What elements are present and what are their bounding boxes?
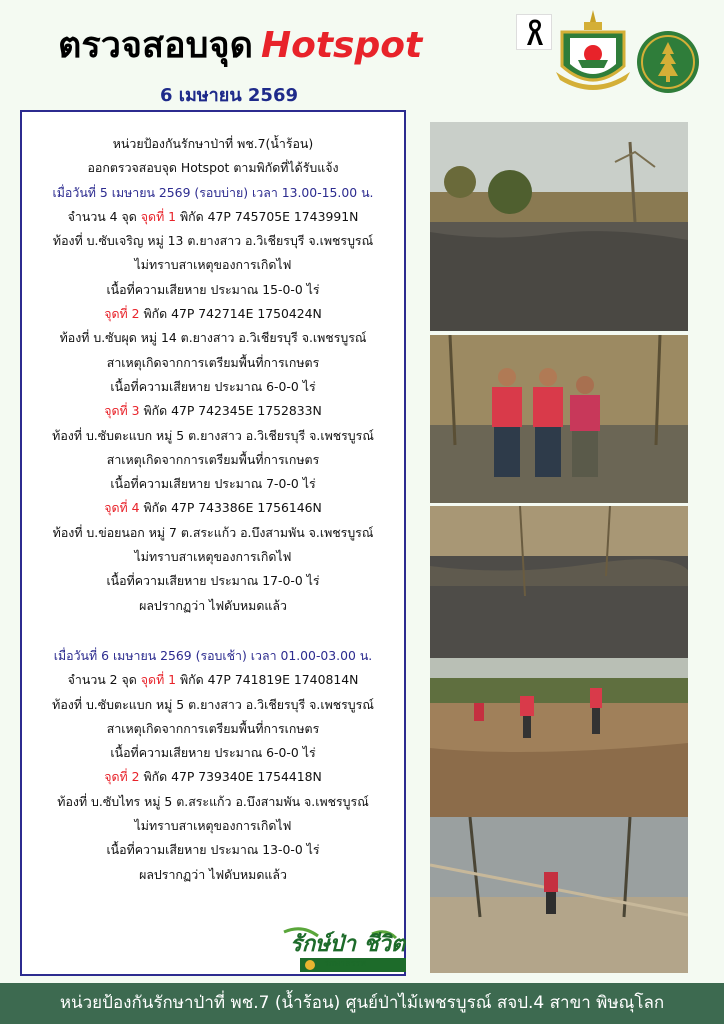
- point-location: ท้องที่ บ.ซับตะแบก หมู่ 5 ต.ยางสาว อ.วิเชียรบุรี จ.เพชรบูรณ์: [52, 427, 374, 443]
- intro-line: หน่วยป้องกันรักษาป่าที่ พช.7(น้ำร้อน): [112, 136, 314, 151]
- point-area: เนื้อที่ความเสียหาย ประมาณ 6-0-0 ไร่: [110, 745, 316, 761]
- point-location: ท้องที่ บ.ซับไทร หมู่ 5 ต.สระแก้ว อ.บึงสามพัน จ.เพชรบูรณ์: [57, 793, 369, 809]
- footer-text: หน่วยป้องกันรักษาป่าที่ พช.7 (น้ำร้อน) ศูนย์ป่าไม้เพชรบูรณ์ สจป.4 สาขา พิษณุโลก: [59, 993, 665, 1013]
- officers-photo: [430, 335, 688, 503]
- footer-bar: [0, 983, 724, 1024]
- point-heading: [22, 496, 404, 520]
- report-text: [22, 132, 404, 887]
- point-label: จุดที่ 4: [104, 500, 140, 516]
- point-label: จุดที่ 2: [104, 769, 140, 785]
- report-panel: [20, 110, 406, 976]
- point-area: เนื้อที่ความเสียหาย ประมาณ 6-0-0 ไร่: [110, 378, 316, 394]
- point-heading: จำนวน 4 จุด จุดที่ 1 พิกัด 47P 745705E 174399​1N: [67, 208, 359, 224]
- point-coord: พิกัด 47P 742714E 1750424N: [143, 306, 322, 322]
- point-area: เนื้อที่ความเสียหาย ประมาณ 13-0-0 ไร่: [106, 842, 320, 858]
- point-area: เนื้อที่ความเสียหาย ประมาณ 15-0-0 ไร่: [106, 281, 320, 297]
- point-cause: สาเหตุเกิดจากการเตรียมพื้นที่การเกษตร: [106, 354, 320, 370]
- title-thai: ตรวจสอบจุด: [58, 25, 253, 66]
- brand-sub-text: รักษาสรรพ: [324, 959, 367, 969]
- title-hotspot: Hotspot: [260, 25, 423, 66]
- point-location: ท้องที่ บ.ซับผุด หมู่ 14 ต.ยางสาว อ.วิเชียรบุรี จ.เพชรบูรณ์: [59, 330, 367, 346]
- brand-main-text: รักษ์ป่า ชีวิต: [290, 932, 406, 957]
- officers-working-photo: [430, 658, 688, 817]
- point-heading: [22, 765, 404, 789]
- point-location: ท้องที่ บ.ซับเจริญ หมู่ 13 ต.ยางสาว อ.วิเชียรบุรี จ.เพชรบูรณ์: [52, 233, 374, 249]
- intro-line: ออกตรวจสอบจุด Hotspot ตามพิกัดที่ได้รับแจ้ง: [87, 160, 339, 176]
- point-cause: ไม่ทราบสาเหตุของการเกิดไฟ: [134, 818, 292, 834]
- point-coord: พิกัด 47P 739340E 1754418N: [143, 769, 322, 785]
- round-result: ผลปรากฏว่า ไฟดับหมดแล้ว: [139, 866, 287, 882]
- point-cause: ไม่ทราบสาเหตุของการเกิดไฟ: [134, 257, 292, 273]
- point-label: จุดที่ 1: [140, 672, 177, 688]
- header-date: 6 เมษายน 2569: [160, 85, 298, 106]
- burned-grass-photo: [430, 506, 688, 658]
- point-coord: พิกัด 47P 742345E 1752833N: [143, 403, 322, 419]
- point-label: จุดที่ 2: [104, 306, 140, 322]
- point-label: จุดที่ 1: [140, 208, 177, 224]
- point-heading: [22, 399, 404, 423]
- point-location: ท้องที่ บ.ซับตะแบก หมู่ 5 ต.ยางสาว อ.วิเชียรบุรี จ.เพชรบูรณ์: [52, 696, 374, 712]
- point-label: จุดที่ 3: [104, 403, 140, 419]
- round-result: ผลปรากฏว่า ไฟดับหมดแล้ว: [139, 597, 287, 613]
- point-coord: พิกัด 47P 743386E 1756146N: [143, 500, 322, 516]
- point-heading: [22, 302, 404, 326]
- forest-department-seal-icon: [636, 30, 700, 94]
- brand-logo: [262, 926, 410, 978]
- round-date: เมื่อวันที่ 5 เมษายน 2569 (รอบบ่าย) เวลา 13.00-15.00 น.: [52, 184, 374, 200]
- point-cause: สาเหตุเกิดจากการเตรียมพื้นที่การเกษตร: [106, 451, 320, 467]
- point-area: เนื้อที่ความเสียหาย ประมาณ 7-0-0 ไร่: [110, 476, 316, 492]
- forest-fire-photo: [430, 817, 688, 973]
- point-area: เนื้อที่ความเสียหาย ประมาณ 17-0-0 ไร่: [106, 573, 320, 589]
- page-title: [58, 22, 422, 70]
- mourning-ribbon-icon: [516, 14, 552, 50]
- department-emblem-icon: [554, 8, 632, 94]
- point-location: ท้องที่ บ.ข่อยนอก หมู่ 7 ต.สระแก้ว อ.บึงสามพัน จ.เพชรบูรณ์: [52, 524, 374, 540]
- point-heading: จำนวน 2 จุด จุดที่ 1 พิกัด 47P 741819E 1740814N: [67, 672, 359, 688]
- burned-field-photo: [430, 122, 688, 331]
- point-cause: สาเหตุเกิดจากการเตรียมพื้นที่การเกษตร: [106, 720, 320, 736]
- round-date: เมื่อวันที่ 6 เมษายน 2569 (รอบเช้า) เวลา 01.00-03.00 น.: [53, 647, 373, 663]
- point-coord: พิกัด 47P 745705E 174399​1N: [180, 208, 359, 224]
- point-coord: พิกัด 47P 741819E 1740814N: [180, 672, 359, 688]
- point-cause: ไม่ทราบสาเหตุของการเกิดไฟ: [134, 549, 292, 565]
